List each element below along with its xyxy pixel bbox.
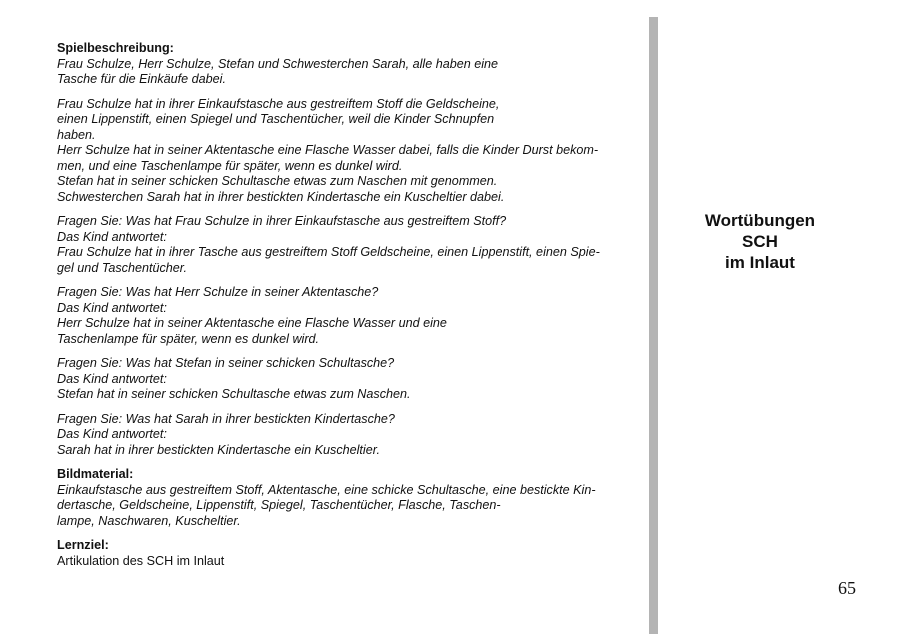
text-line: Sarah hat in ihrer bestickten Kindertasche ein Kuscheltier. [57,442,380,457]
text-line: Das Kind antwortet: [57,371,167,386]
text-line: Frau Schulze hat in ihrer Tasche aus gestreiftem Stoff Geldscheine, einen Lippenstift, einen Spie- [57,245,600,259]
text-line: dertasche, Geldscheine, Lippenstift, Spiegel, Taschentücher, Flasche, Taschen- [57,498,501,512]
text-line: Fragen Sie: Was hat Frau Schulze in ihrer Einkaufstasche aus gestreiftem Stoff? [57,214,507,228]
text-line: Schwesterchen Sarah hat in ihrer bestickten Kindertasche ein Kuscheltier dabei. [57,189,505,204]
sidebar-title [680,210,840,273]
text-line: Das Kind antwortet: [57,229,167,244]
section-bildmaterial [57,467,647,529]
text-line: Einkaufstasche aus gestreiftem Stoff, Aktentasche, eine schicke Schultasche, eine bestickte Kin- [57,482,596,497]
text-line: Taschenlampe für später, wenn es dunkel wird. [57,331,320,346]
text-line: Herr Schulze hat in seiner Aktentasche eine Flasche Wasser dabei, falls die Kinder Durst bekom- [57,143,599,157]
text-line: Frau Schulze, Herr Schulze, Stefan und Schwesterchen Sarah, alle haben eine [57,56,499,71]
section-question-herr-schulze [57,285,647,347]
section-heading: Bildmaterial: [57,467,134,481]
section-lernziel [57,538,647,569]
section-heading: Spielbeschreibung: [57,41,174,55]
text-line: Das Kind antwortet: [57,300,167,315]
text-line: Fragen Sie: Was hat Herr Schulze in seiner Aktentasche? [57,285,379,299]
text-line: Stefan hat in seiner schicken Schultasche etwas zum Naschen mit genommen. [57,174,498,188]
sidebar-title-line: SCH [742,232,778,251]
text-line: men, und eine Taschenlampe für später, wenn es dunkel wird. [57,158,403,173]
document-body [57,41,647,578]
text-line: gel und Taschentücher. [57,260,187,275]
text-line: Tasche für die Einkäufe dabei. [57,72,226,86]
text-line: lampe, Naschwaren, Kuscheltier. [57,513,241,528]
section-heading: Lernziel: [57,538,109,552]
section-question-stefan [57,356,647,403]
section-spielbeschreibung [57,41,647,88]
text-line: Frau Schulze hat in ihrer Einkaufstasche aus gestreiftem Stoff die Geldscheine, [57,96,500,111]
text-line: Stefan hat in seiner schicken Schultasche etwas zum Naschen. [57,387,411,401]
text-line: haben. [57,127,96,142]
text-line: einen Lippenstift, einen Spiegel und Taschentücher, weil die Kinder Schnupfen [57,112,495,126]
text-line: Fragen Sie: Was hat Sarah in ihrer bestickten Kindertasche? [57,411,395,426]
section-question-frau-schulze [57,214,647,276]
text-line: Herr Schulze hat in seiner Aktentasche eine Flasche Wasser und eine [57,316,447,330]
vertical-divider [649,17,658,634]
section-question-sarah [57,412,647,459]
page-number: 65 [838,578,856,598]
sidebar-title-line: Wortübungen [704,211,816,230]
text-line: Das Kind antwortet: [57,427,167,441]
section-story [57,97,647,206]
sidebar-title-line: im Inlaut [725,253,795,272]
text-line: Artikulation des SCH im Inlaut [57,553,225,568]
text-line: Fragen Sie: Was hat Stefan in seiner schicken Schultasche? [57,356,395,370]
